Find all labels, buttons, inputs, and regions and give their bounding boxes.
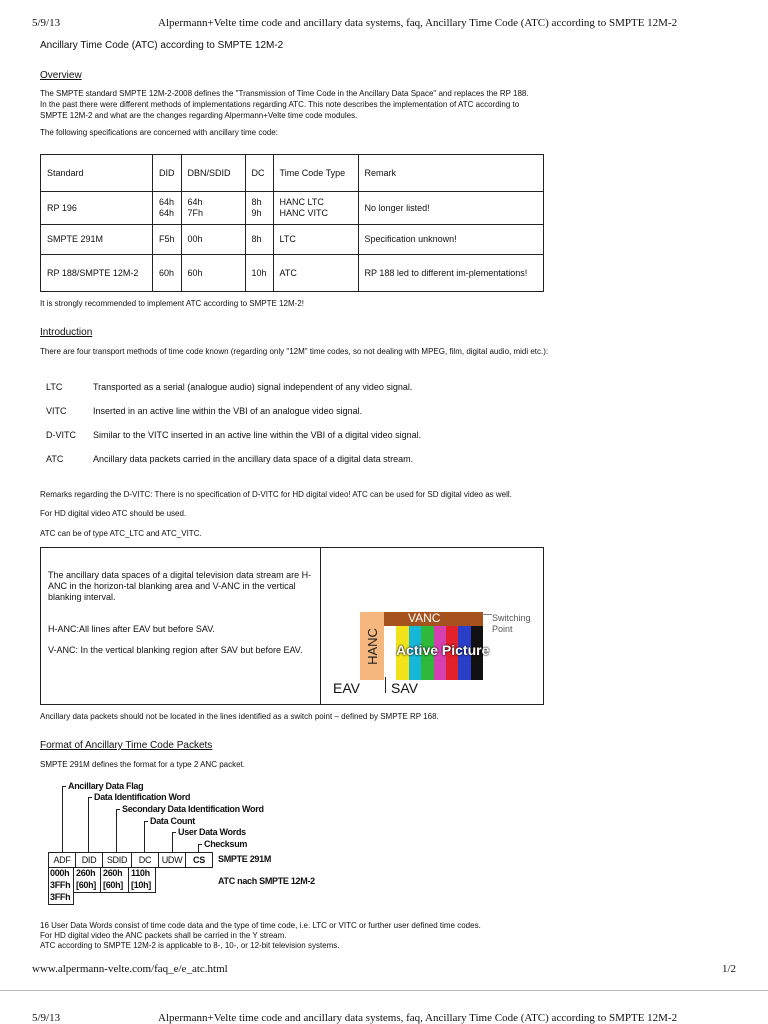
term-d-vitc: D-VITC	[46, 430, 76, 440]
th-standard: Standard	[41, 155, 153, 192]
format-heading: Format of Ancillary Time Code Packets	[40, 740, 213, 751]
format-note-1: 16 User Data Words consist of time code data and the type of time code, i.e. LTC or VITC or further user defined time codes.	[40, 921, 481, 930]
term-atc: ATC	[46, 454, 64, 464]
overview-heading: Overview	[40, 70, 82, 81]
label-cs: Checksum	[204, 839, 248, 849]
cell: 60h	[153, 255, 182, 292]
remark-d-vitc: Remarks regarding the D-VITC: There is no specification of D-VITC for HD digital video! ATC can be used for SD digital video as well.	[40, 490, 512, 499]
switching-point-line	[482, 614, 492, 615]
th-did: DID	[153, 155, 182, 192]
vanc-definition: V-ANC: In the vertical blanking region after SAV but before EAV.	[48, 645, 303, 655]
atc-dc-value: 110h [10h]	[129, 867, 156, 893]
cell-dc: DC	[132, 852, 159, 868]
eav-label: EAV	[333, 680, 360, 696]
next-page-date: 5/9/13	[32, 1012, 61, 1024]
remark-atc-types: ATC can be of type ATC_LTC and ATC_VITC.	[40, 529, 202, 538]
print-title: Alpermann+Velte time code and ancillary data systems, faq, Ancillary Time Code (ATC) according to SMPTE 12M-2	[158, 17, 678, 29]
packet-cells	[48, 852, 213, 867]
th-dc: DC	[245, 155, 273, 192]
cell: 60h	[181, 255, 245, 292]
smpte-291m-label: SMPTE 291M	[218, 854, 272, 864]
packet-format-diagram	[48, 778, 338, 908]
cell-sdid: SDID	[103, 852, 132, 868]
format-notes	[40, 921, 560, 951]
th-dbn-sdid: DBN/SDID	[181, 155, 245, 192]
cell: 8h 9h	[245, 192, 273, 225]
sav-label: SAV	[391, 680, 418, 696]
footer-page-number: 1/2	[722, 963, 737, 975]
hanc-definition: H-ANC:All lines after EAV but before SAV.	[48, 624, 215, 634]
cell-udw: UDW	[159, 852, 186, 868]
label-adf: Ancillary Data Flag	[68, 781, 144, 791]
page-title: Ancillary Time Code (ATC) according to SMPTE 12M-2	[40, 40, 284, 51]
cell: HANC LTC HANC VITC	[273, 192, 358, 225]
format-note-3: ATC according to SMPTE 12M-2 is applicable to 8-, 10-, or 12-bit television systems.	[40, 941, 340, 950]
leader-adf	[62, 786, 63, 852]
format-paragraph: SMPTE 291M defines the format for a type 2 ANC packet.	[40, 760, 245, 769]
cell: 64h 7Fh	[181, 192, 245, 225]
cell: RP 196	[41, 192, 153, 225]
cell: Specification unknown!	[358, 225, 543, 255]
overview-paragraph-2: The following specifications are concerned with ancillary time code:	[40, 128, 278, 137]
cell: SMPTE 291M	[41, 225, 153, 255]
leader-dc	[144, 821, 145, 852]
sav-marker	[385, 677, 386, 693]
leader-udw-h	[172, 832, 176, 833]
leader-cs-h	[198, 844, 202, 845]
leader-did-h	[88, 797, 92, 798]
cell: RP 188/SMPTE 12M-2	[41, 255, 153, 292]
desc-vitc: Inserted in an active line within the VBI of an analogue video signal.	[93, 406, 363, 416]
spec-table	[40, 154, 544, 292]
cell-did: DID	[76, 852, 103, 868]
cell: ATC	[273, 255, 358, 292]
leader-sdid-h	[116, 809, 120, 810]
cell: 64h 64h	[153, 192, 182, 225]
page-separator	[0, 990, 768, 991]
remark-hd: For HD digital video ATC should be used.	[40, 509, 187, 518]
switching-point-label: Switching Point	[492, 613, 531, 634]
cell: RP 188 led to different im-plementations!	[358, 255, 543, 292]
atc-did-value: 260h [60h]	[74, 867, 101, 893]
next-page-title: Alpermann+Velte time code and ancillary data systems, faq, Ancillary Time Code (ATC) according to SMPTE 12M-2	[158, 1012, 678, 1024]
overview-paragraph: The SMPTE standard SMPTE 12M-2-2008 defines the "Transmission of Time Code in the Ancillary Data Space" and replaces the RP 188. In the past there were different methods of implementations regarding ATC. This note describes the implementation of ATC according to SMPTE 12M-2 and what are the changes regarding Alpermann+Velte time code modules.	[40, 89, 529, 120]
cell: 8h	[245, 225, 273, 255]
cell: LTC	[273, 225, 358, 255]
leader-udw	[172, 832, 173, 852]
switch-point-note: Ancillary data packets should not be located in the lines identified as a switch point – defined by SMPTE RP 168.	[40, 712, 439, 721]
color-bar	[384, 626, 396, 680]
cell-adf: ADF	[48, 852, 76, 868]
table-header-row	[41, 155, 544, 192]
label-sdid: Secondary Data Identification Word	[122, 804, 264, 814]
leader-adf-h	[62, 786, 66, 787]
th-time-code-type: Time Code Type	[273, 155, 358, 192]
table-row	[41, 192, 544, 225]
introduction-paragraph: There are four transport methods of time code known (regarding only "12M" time codes, so not dealing with MPEG, film, digital audio, midi etc.):	[40, 347, 549, 356]
anc-paragraph: The ancillary data spaces of a digital television data stream are H-ANC in the horizon-tal blanking area and V-ANC in the vertical blanking interval.	[48, 570, 312, 602]
recommendation: It is strongly recommended to implement ATC according to SMPTE 12M-2!	[40, 299, 304, 308]
desc-ltc: Transported as a serial (analogue audio) signal independent of any video signal.	[93, 382, 413, 392]
term-ltc: LTC	[46, 382, 63, 392]
label-dc: Data Count	[150, 816, 195, 826]
box-divider	[320, 548, 321, 704]
cell: F5h	[153, 225, 182, 255]
leader-cs	[198, 844, 199, 852]
th-remark: Remark	[358, 155, 543, 192]
footer-url: www.alpermann-velte.com/faq_e/e_atc.html	[32, 963, 228, 975]
desc-d-vitc: Similar to the VITC inserted in an active line within the VBI of a digital video signal.	[93, 430, 422, 440]
vanc-label: VANC	[408, 611, 441, 625]
leader-dc-h	[144, 821, 148, 822]
cell: No longer listed!	[358, 192, 543, 225]
cell: 10h	[245, 255, 273, 292]
hanc-label-wrap	[358, 626, 386, 666]
leader-sdid	[116, 809, 117, 852]
format-note-2: For HD digital video the ANC packets shall be carried in the Y stream.	[40, 931, 287, 940]
active-picture-label: Active Picture	[396, 642, 490, 658]
atc-adf-value: 000h 3FFh 3FFh	[48, 867, 74, 905]
introduction-heading: Introduction	[40, 327, 93, 338]
desc-atc: Ancillary data packets carried in the ancillary data space of a digital data stream.	[93, 454, 414, 464]
atc-smpte-label: ATC nach SMPTE 12M-2	[218, 876, 315, 886]
print-date: 5/9/13	[32, 17, 61, 29]
table-row	[41, 255, 544, 292]
table-row	[41, 225, 544, 255]
label-did: Data Identification Word	[94, 792, 191, 802]
leader-did	[88, 797, 89, 852]
atc-sdid-value: 260h [60h]	[101, 867, 129, 893]
cell-cs: CS	[186, 852, 213, 868]
term-vitc: VITC	[46, 406, 67, 416]
hanc-label: HANC	[364, 627, 380, 665]
cell: 00h	[181, 225, 245, 255]
label-udw: User Data Words	[178, 827, 246, 837]
